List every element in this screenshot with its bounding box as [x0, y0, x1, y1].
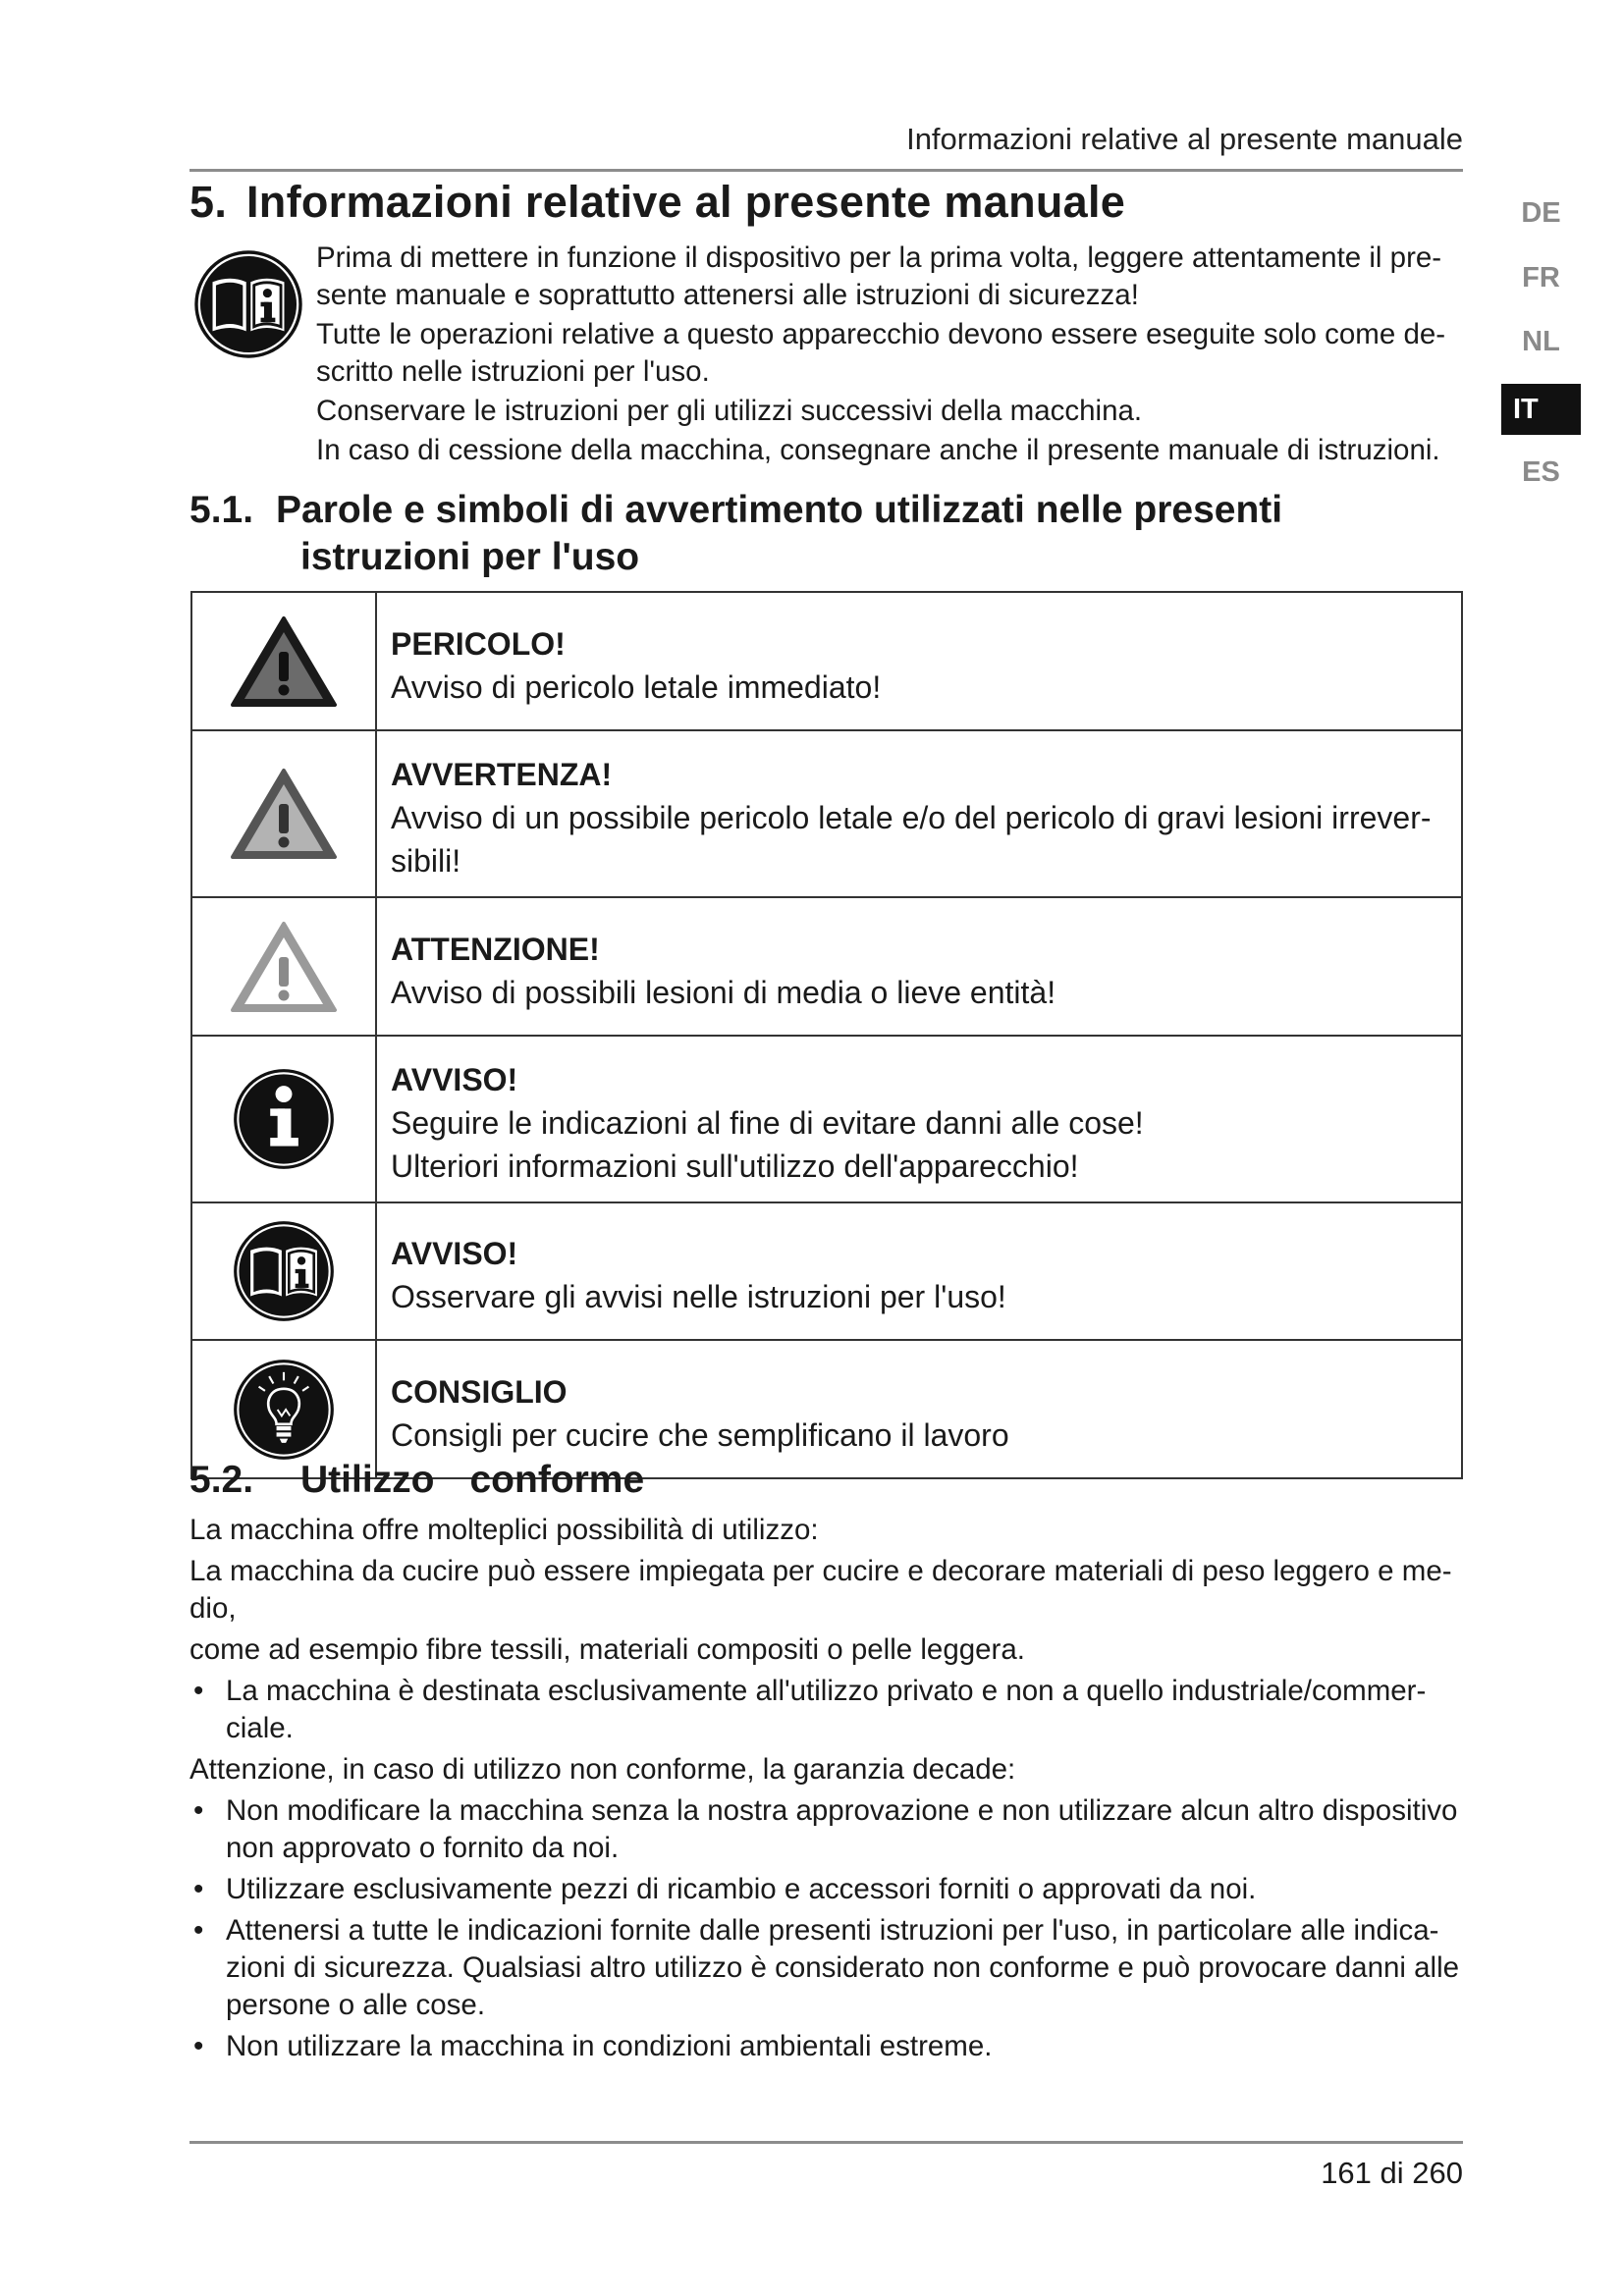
table-row — [191, 1036, 1462, 1202]
text-cell — [376, 1202, 1462, 1340]
warning-label: PERICOLO! — [391, 625, 566, 662]
icon-cell — [191, 1340, 376, 1478]
text-cell — [376, 730, 1462, 897]
icon-cell — [191, 730, 376, 897]
footer-rule — [189, 2141, 1463, 2144]
paragraph: come ad esempio fibre tessili, materiali compositi o pelle leggera. — [189, 1633, 1025, 1666]
section-5-heading — [189, 177, 1125, 228]
list-item: • Non utilizzare la macchina in condizioni ambientali estreme. — [189, 2028, 1466, 2065]
section-title-line1: Parole e simboli di avvertimento utilizzati nelle presenti — [276, 489, 1283, 531]
table-row — [191, 1202, 1462, 1340]
section-5-2-heading — [189, 1459, 644, 1502]
paragraph: La macchina offre molteplici possibilità di utilizzo: — [189, 1514, 819, 1546]
warning-description: Avviso di possibili lesioni di media o lieve entità! — [391, 974, 1056, 1010]
section-number: 5. — [189, 177, 228, 227]
paragraph: Attenzione, in caso di utilizzo non conforme, la garanzia decade: — [189, 1753, 1016, 1786]
section-title-word1: Utilizzo — [300, 1459, 435, 1501]
intro-paragraph: Prima di mettere in funzione il dispositivo per la prima volta, leggere attentamente il pre- sente manuale e soprattutto attenersi alle istruzioni di sicurezza! — [316, 241, 1442, 311]
intro-paragraph: Tutte le operazioni relative a questo apparecchio devono essere eseguite solo come de- scritto nelle istruzioni per l'uso. — [316, 318, 1446, 388]
bullet-list — [189, 1673, 1466, 1747]
intro-text — [316, 240, 1463, 471]
lang-tab-it[interactable]: IT — [1501, 384, 1581, 435]
intro-paragraph: In caso di cessione della macchina, consegnare anche il presente manuale di istruzioni. — [316, 434, 1440, 466]
page-number: 161 di 260 — [1321, 2156, 1463, 2190]
warning-description: Consigli per cucire che semplificano il lavoro — [391, 1416, 1009, 1453]
warning-description: Avviso di pericolo letale immediato! — [391, 668, 882, 705]
icon-cell — [191, 1036, 376, 1202]
warning-description: Seguire le indicazioni al fine di evitare danni alle cose! — [391, 1105, 1144, 1141]
warning-label: CONSIGLIO — [391, 1373, 568, 1410]
section-title: Informazioni relative al presente manuale — [246, 177, 1126, 227]
manual-info-icon — [193, 1219, 374, 1323]
list-item: • Utilizzare esclusivamente pezzi di ricambio e accessori forniti o approvati da noi. — [189, 1871, 1466, 1908]
lang-tab-es[interactable]: ES — [1522, 456, 1560, 488]
warning-description: Osservare gli avvisi nelle istruzioni per l'uso! — [391, 1279, 1006, 1314]
table-row — [191, 1340, 1462, 1478]
lang-tab-de[interactable]: DE — [1521, 197, 1561, 229]
warning-label: AVVISO! — [391, 1236, 518, 1271]
paragraph: La macchina da cucire può essere impiegata per cucire e decorare materiali di peso leggero e me- dio, — [189, 1555, 1452, 1625]
table-row — [191, 897, 1462, 1036]
text-cell — [376, 592, 1462, 730]
warning-triangle-icon — [193, 767, 374, 861]
list-item: • Non modificare la macchina senza la nostra approvazione e non utilizzare alcun altro dispositivo non approvato o fornito da noi. — [189, 1792, 1466, 1867]
danger-triangle-icon — [193, 614, 374, 709]
list-item: • Attenersi a tutte le indicazioni fornite dalle presenti istruzioni per l'uso, in particolare alle indica- zioni di sicurezza. Qualsiasi altro utilizzo è considerato non conforme e può provocare danni alle persone o alle cose. — [189, 1912, 1466, 2024]
text-cell — [376, 1340, 1462, 1478]
warning-description: Ulteriori informazioni sull'utilizzo dell'apparecchio! — [391, 1148, 1079, 1184]
warning-label: AVVISO! — [391, 1062, 518, 1097]
icon-cell — [191, 592, 376, 730]
manual-info-icon — [192, 248, 304, 360]
lightbulb-icon — [193, 1358, 374, 1462]
caution-triangle-icon — [193, 920, 374, 1014]
table-row — [191, 592, 1462, 730]
header-rule — [189, 169, 1463, 172]
warning-symbols-table — [190, 591, 1463, 1479]
lang-tab-nl[interactable]: NL — [1522, 326, 1560, 357]
text-cell — [376, 897, 1462, 1036]
section-5-1-heading — [189, 487, 1282, 581]
intro-paragraph: Conservare le istruzioni per gli utilizzi successivi della macchina. — [316, 395, 1143, 427]
lang-tab-fr[interactable]: FR — [1522, 262, 1560, 294]
running-header: Informazioni relative al presente manuale — [906, 122, 1463, 156]
bullet-list — [189, 1792, 1466, 2065]
table-row — [191, 730, 1462, 897]
section-5-2-body — [189, 1512, 1466, 2069]
warning-label: AVVERTENZA! — [391, 757, 613, 792]
list-item: • La macchina è destinata esclusivamente all'utilizzo privato e non a quello industriale/commer- ciale. — [189, 1673, 1466, 1747]
info-icon — [193, 1067, 374, 1171]
section-number: 5.2. — [189, 1459, 254, 1501]
text-cell — [376, 1036, 1462, 1202]
warning-label: ATTENZIONE! — [391, 931, 600, 967]
icon-cell — [191, 1202, 376, 1340]
section-title-word2: conforme — [469, 1459, 645, 1501]
section-number: 5.1. — [189, 489, 254, 531]
section-title-line2: istruzioni per l'uso — [300, 536, 640, 578]
icon-cell — [191, 897, 376, 1036]
warning-description: Avviso di un possibile pericolo letale e/o del pericolo di gravi lesioni irrever- sibili! — [391, 800, 1432, 879]
